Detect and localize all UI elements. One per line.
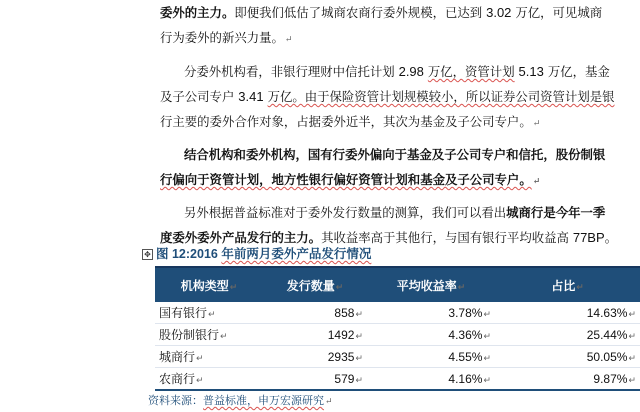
cell-mark-icon: ↵ <box>576 282 584 293</box>
cell-mark-icon: ↵ <box>457 282 466 293</box>
table-row <box>155 346 640 368</box>
cell-type: 股份制银行↵ <box>155 324 263 346</box>
paragraph-1-line-1: 委外的主力。即便我们低估了城商农商行委外规模，已达到 3.02 万亿，可见城商 <box>160 5 603 20</box>
table-row <box>155 302 640 324</box>
header-institution-type: 机构类型↵ <box>155 267 263 302</box>
source-note <box>148 392 333 408</box>
cell-mark-icon: ↵ <box>355 308 363 319</box>
header-avg-yield: 平均收益率↵ <box>367 267 495 302</box>
paragraph-mark-icon: ↵ <box>532 119 541 129</box>
table-caption <box>142 244 640 264</box>
paragraph-mark-icon: ↵ <box>532 177 541 187</box>
cell-mark-icon: ↵ <box>628 308 636 319</box>
cell-mark-icon: ↵ <box>208 310 216 320</box>
cell-mark-icon: ↵ <box>483 308 491 319</box>
cell-mark-icon: ↵ <box>628 330 636 341</box>
caption-prefix: 图 12:2016 <box>156 247 222 261</box>
cell-mark-icon: ↵ <box>628 352 636 363</box>
source-label: 资料来源： <box>148 394 203 407</box>
paragraph-2-line-3: 行主要的委外合作对象，占据委外近半，其次为基金及子公司专户。↵ <box>160 114 541 129</box>
paragraph-2-line-2: 及子公司专户 3.41 万亿。由于保险资管计划规模较小，所以证券公司资管计划是银 <box>160 89 615 104</box>
cell-mark-icon: ↵ <box>196 376 204 386</box>
cell-type: 国有银行↵ <box>155 302 263 324</box>
cell-share: 25.44%↵ <box>495 324 640 346</box>
cell-count: 2935↵ <box>263 346 367 368</box>
header-share: 占比↵ <box>495 267 640 302</box>
cell-yield: 3.78%↵ <box>367 302 495 324</box>
paragraph-3-line-2: 行偏向于资管计划，地方性银行偏好资管计划和基金及子公司专户。↵ <box>160 172 541 187</box>
cell-count: 858↵ <box>263 302 367 324</box>
cell-share: 14.63%↵ <box>495 302 640 324</box>
bold-text: 委外的主力。 <box>160 5 235 20</box>
issuance-table <box>155 266 640 391</box>
cell-count: 579↵ <box>263 368 367 391</box>
cell-mark-icon: ↵ <box>229 282 238 293</box>
cell-mark-icon: ↵ <box>483 352 491 363</box>
cell-type: 城商行↵ <box>155 346 263 368</box>
cell-yield: 4.55%↵ <box>367 346 495 368</box>
cell-mark-icon: ↵ <box>196 354 204 364</box>
paragraph-4-line-1: 另外根据普益标准对于委外发行数量的测算，我们可以看出城商行是今年一季 <box>184 205 606 220</box>
cell-mark-icon: ↵ <box>355 352 363 363</box>
cell-share: 9.87%↵ <box>495 368 640 391</box>
cell-count: 1492↵ <box>263 324 367 346</box>
caption-text: 年前两月委外产品发行情况 <box>221 246 372 261</box>
paragraph-mark-icon: ↵ <box>325 397 333 407</box>
table-row <box>155 368 640 391</box>
cell-yield: 4.16%↵ <box>367 368 495 391</box>
cell-mark-icon: ↵ <box>335 282 344 293</box>
cell-mark-icon: ↵ <box>355 374 363 385</box>
table-header-row <box>155 267 640 302</box>
cell-mark-icon: ↵ <box>483 330 491 341</box>
paragraph-4-line-2: 度委外委外产品发行的主力。其收益率高于其他行，与国有银行平均收益高 77BP。 <box>160 230 618 245</box>
cell-mark-icon: ↵ <box>220 332 228 342</box>
cell-type: 农商行↵ <box>155 368 263 391</box>
header-issue-count: 发行数量↵ <box>263 267 367 302</box>
cell-mark-icon: ↵ <box>483 374 491 385</box>
cell-mark-icon: ↵ <box>628 374 636 385</box>
cell-mark-icon: ↵ <box>355 330 363 341</box>
cell-yield: 4.36%↵ <box>367 324 495 346</box>
paragraph-mark-icon: ↵ <box>284 35 293 45</box>
paragraph-3-line-1: 结合机构和委外机构，国有行委外偏向于基金及子公司专户和信托，股份制银 <box>184 147 606 162</box>
move-handle-icon[interactable]: ✥ <box>142 249 153 260</box>
cell-share: 50.05%↵ <box>495 346 640 368</box>
paragraph-1-line-2: 行为委外的新兴力量。↵ <box>160 30 293 45</box>
paragraph-2-line-1: 分委外机构看，非银行理财中信托计划 2.98 万亿，资管计划 5.13 万亿，基金 <box>184 64 610 79</box>
table-row <box>155 324 640 346</box>
source-text: 普益标准，申万宏源研究 <box>203 394 324 407</box>
